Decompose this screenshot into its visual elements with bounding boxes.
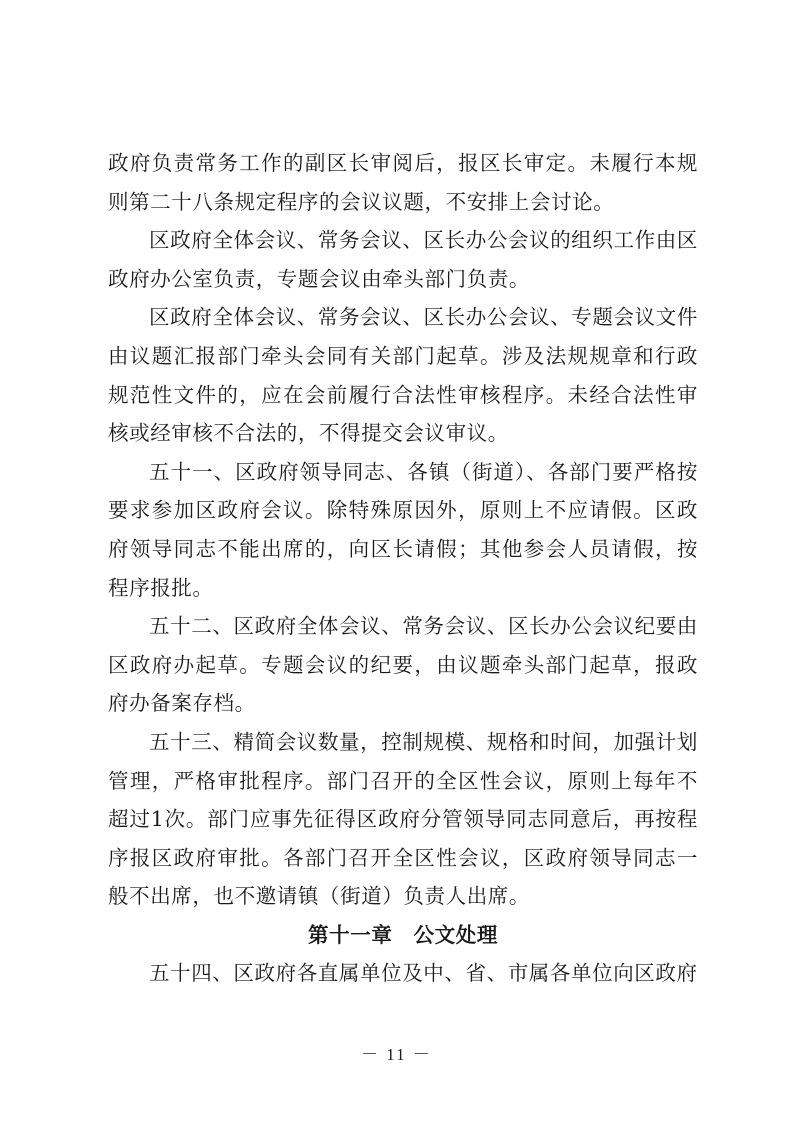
paragraph-article-54: 五十四、区政府各直属单位及中、省、市属各单位向区政府 [149,961,698,986]
paragraph-meeting-documents: 区政府全体会议、常务会议、区长办公会议、专题会议文件由议题汇报部门牵头会同有关部门起草。涉及法规规章和行政规范性文件的，应在会前履行合法性审核程序。未经合法性审核或经审核不合法的，不得提交会议审议。 [108,305,698,446]
paragraph-meeting-organization: 区政府全体会议、常务会议、区长办公会议的组织工作由区政府办公室负责，专题会议由牵头部门负责。 [108,228,698,291]
page-number: － 11 － [361,1045,432,1064]
paragraph-article-52: 五十二、区政府全体会议、常务会议、区长办公会议纪要由区政府办起草。专题会议的纪要，由议题牵头部门起草，报政府办备案存档。 [108,614,698,716]
chapter-heading: 第十一章 公文处理 [308,922,498,947]
paragraph-article-53: 五十三、精简会议数量，控制规模、规格和时间，加强计划管理，严格审批程序。部门召开的全区性会议，原则上每年不超过1次。部门应事先征得区政府分管领导同志同意后，再按程序报区政府审批。各部门召开全区性会议，区政府领导同志一般不出席，也不邀请镇（街道）负责人出席。 [108,729,698,909]
paragraph-article-51: 五十一、区政府领导同志、各镇（街道）、各部门要严格按要求参加区政府会议。除特殊原因外，原则上不应请假。区政府领导同志不能出席的，向区长请假；其他参会人员请假，按程序报批。 [108,459,698,600]
paragraph-continuation: 政府负责常务工作的副区长审阅后，报区长审定。未履行本规则第二十八条规定程序的会议议题，不安排上会讨论。 [108,151,698,214]
document-body [108,144,698,993]
